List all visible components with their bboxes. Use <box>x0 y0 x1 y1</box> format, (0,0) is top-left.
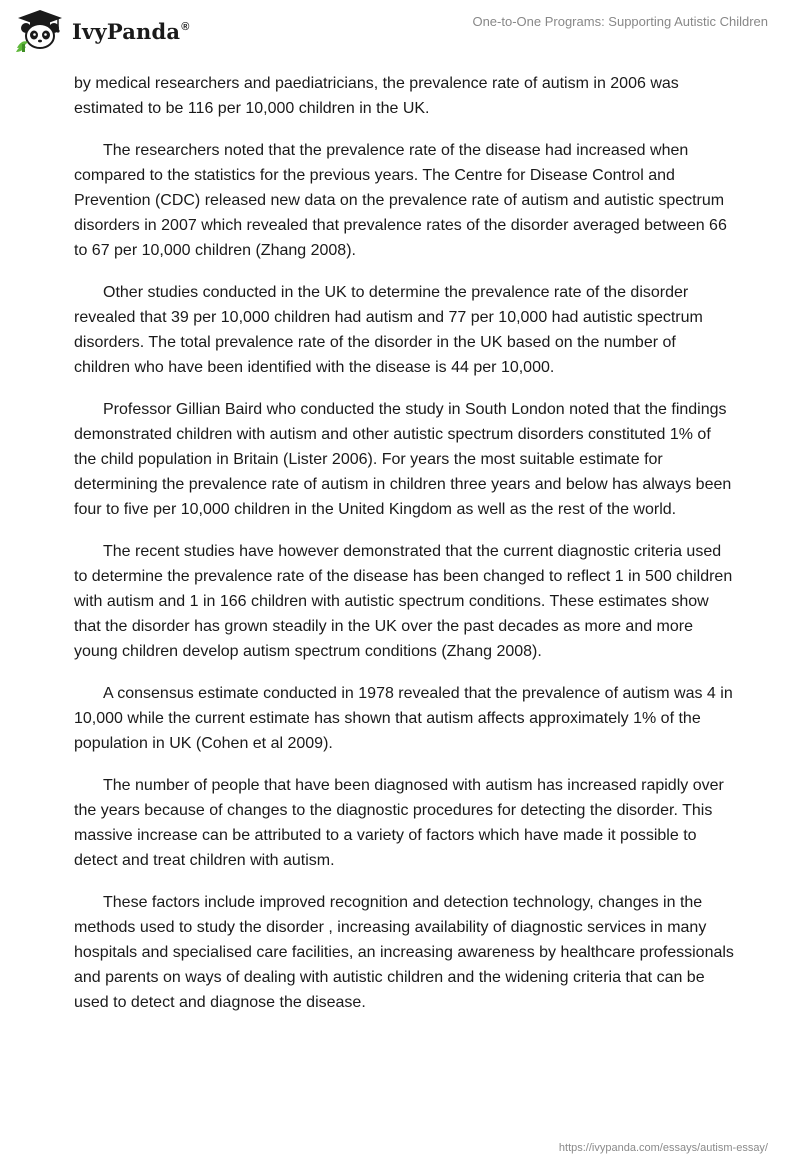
page-header <box>0 0 800 60</box>
paragraph: The researchers noted that the prevalence rate of the disease had increased when compared to the statistics for the previous years. The Centre for Disease Control and Prevention (CDC) released new data on the prevalence rate of autism and autistic spectrum disorders in 2007 which revealed that prevalence rates of the disorder averaged between 66 to 67 per 10,000 children (Zhang 2008). <box>74 142 727 259</box>
registered-mark: ® <box>181 20 190 33</box>
paragraph: The recent studies have however demonstrated that the current diagnostic criteria used to determine the prevalence rate of the disease has been changed to reflect 1 in 500 children with autism and 1 in 166 children with autistic spectrum conditions. These estimates show that the disorder has grown steadily in the UK over the past decades as more and more young children develop autism spectrum conditions (Zhang 2008). <box>74 543 733 660</box>
paragraph: Other studies conducted in the UK to determine the prevalence rate of the disorder revealed that 39 per 10,000 children had autism and 77 per 10,000 had autistic spectrum disorders. The total prevalence rate of the disorder in the UK based on the number of children who have been identified with the disease is 44 per 10,000. <box>74 284 703 376</box>
paragraph: The number of people that have been diagnosed with autism has increased rapidly over the years because of changes to the diagnostic procedures for detecting the disorder. This massive increase can be attributed to a variety of factors which have made it possible to detect and treat children with autism. <box>74 777 724 869</box>
source-url[interactable]: https://ivypanda.com/essays/autism-essay/ <box>558 1142 768 1154</box>
paragraph: A consensus estimate conducted in 1978 revealed that the prevalence of autism was 4 in 10,000 while the current estimate has shown that autism affects approximately 1% of the population in UK (Cohen et al 2009). <box>74 685 733 752</box>
panda-graduate-icon <box>14 8 66 52</box>
brand-logo[interactable] <box>14 8 190 52</box>
paragraph: Professor Gillian Baird who conducted the study in South London noted that the findings demonstrated children with autism and other autistic spectrum disorders constituted 1% of the child population in Britain (Lister 2006). For years the most suitable estimate for determining the prevalence rate of autism in children three years and below has always been four to five per 10,000 children in the United Kingdom as well as the rest of the world. <box>74 401 732 518</box>
paragraph: by medical researchers and paediatricians, the prevalence rate of autism in 2006 was estimated to be 116 per 10,000 children in the UK. <box>74 75 679 117</box>
paragraph: These factors include improved recognition and detection technology, changes in the methods used to study the disorder , increasing availability of diagnostic services in many hospitals and specialised care facilities, an increasing awareness by healthcare professionals and parents on ways of dealing with autistic children and the widening criteria that can be used to detect and diagnose the disease. <box>74 894 734 1011</box>
brand-name: IvyPanda® <box>72 18 190 44</box>
running-title: One-to-One Programs: Supporting Autistic Children <box>472 14 768 29</box>
essay-body <box>74 71 734 1032</box>
